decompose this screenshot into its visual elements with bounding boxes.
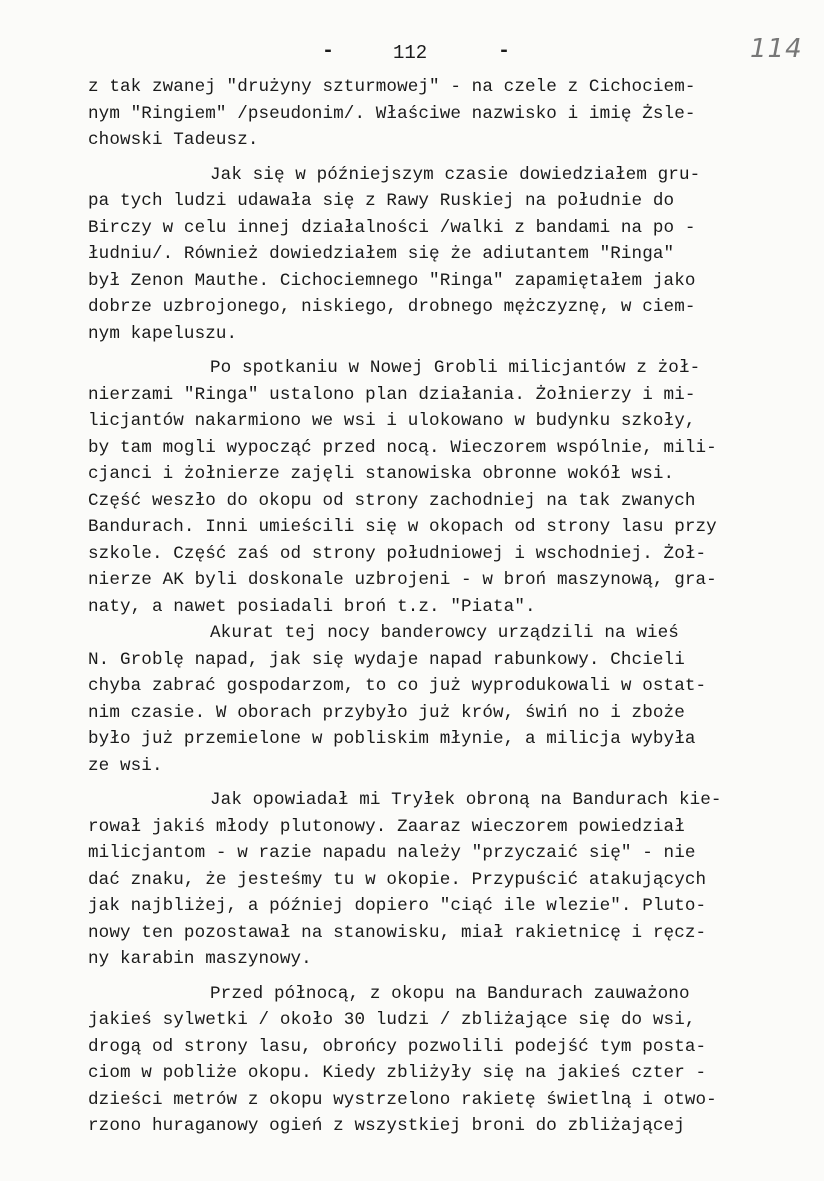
- text-line: nierzami "Ringa" ustalono plan działania. Żołnierzy i mi-: [88, 384, 696, 405]
- text-line: rował jakiś młody plutonowy. Zaaraz wieczorem powiedział: [88, 816, 685, 837]
- text-line: z tak zwanej "drużyny szturmowej" - na czele z Cichociem-: [88, 77, 696, 97]
- page-number-dash-right: -: [498, 40, 511, 63]
- text-line: dzieści metrów z okopu wystrzelono rakietę świetlną i otwo-: [88, 1089, 717, 1110]
- page-number: 112: [393, 42, 428, 64]
- text-line: jak najbliżej, a później dopiero "ciąć ile wlezie". Pluto-: [88, 896, 707, 916]
- text-line: dobrze uzbrojonego, niskiego, drobnego mężczyznę, w ciem-: [88, 297, 696, 317]
- text-line: było już przemielone w pobliskim młynie, a milicja wybyła: [88, 729, 696, 749]
- text-line: Birczy w celu innej działalności /walki z bandami na po -: [88, 217, 696, 238]
- paragraph-start-line: Akurat tej nocy banderowcy urządzili na wieś: [210, 623, 679, 643]
- handwritten-page-number: 114: [750, 34, 803, 64]
- text-line: pa tych ludzi udawała się z Rawy Ruskiej na południe do: [88, 191, 675, 211]
- text-line: nierze AK byli doskonale uzbrojeni - w broń maszynową, gra-: [88, 570, 717, 590]
- text-line: ze wsi.: [88, 755, 163, 776]
- text-line: chowski Tadeusz.: [88, 130, 259, 150]
- text-line: by tam mogli wypocząć przed nocą. Wieczorem wspólnie, mili-: [88, 437, 717, 458]
- text-line: nym "Ringiem" /pseudonim/. Właściwe nazwisko i imię Żsle-: [88, 103, 696, 124]
- text-line: milicjantom - w razie napadu należy "przyczaić się" - nie: [88, 843, 696, 863]
- text-line: łudniu/. Również dowiedziałem się że adiutantem "Ringa": [88, 244, 675, 264]
- text-line: nim czasie. W oborach przybyło już krów, świń no i zboże: [88, 702, 685, 723]
- text-line: nowy ten pozostawał na stanowisku, miał rakietnicę i ręcz-: [88, 922, 707, 943]
- page-header: [0, 40, 824, 66]
- text-line: chyba zabrać gospodarzom, to co już wyprodukowali w ostat-: [88, 676, 707, 696]
- text-line: ciom w pobliże okopu. Kiedy zbliżyły się na jakieś czter -: [88, 1063, 707, 1083]
- text-line: Bandurach. Inni umieścili się w okopach od strony lasu przy: [88, 517, 717, 537]
- text-line: naty, a nawet posiadali broń t.z. "Piata".: [88, 596, 536, 617]
- text-line: jakieś sylwetki / około 30 ludzi / zbliżające się do wsi,: [88, 1010, 696, 1030]
- text-line: ny karabin maszynowy.: [88, 949, 312, 969]
- document-body: [88, 74, 748, 1140]
- text-line: rzono huraganowy ogień z wszystkiej broni do zbliżającej: [88, 1116, 685, 1136]
- paragraph-start-line: Jak się w późniejszym czasie dowiedziałem gru-: [210, 164, 701, 185]
- paragraph-start-line: Przed północą, z okopu na Bandurach zauważono: [210, 983, 690, 1004]
- text-line: był Zenon Mauthe. Cichociemnego "Ringa" zapamiętałem jako: [88, 270, 696, 291]
- paragraph-start-line: Po spotkaniu w Nowej Grobli milicjantów z żoł-: [210, 358, 701, 378]
- text-line: Część weszło do okopu od strony zachodniej na tak zwanych: [88, 490, 696, 511]
- paragraph-start-line: Jak opowiadał mi Tryłek obroną na Bandurach kie-: [210, 790, 722, 810]
- text-line: cjanci i żołnierze zajęli stanowiska obronne wokół wsi.: [88, 464, 675, 484]
- text-line: drogą od strony lasu, obrońcy pozwolili podejść tym posta-: [88, 1036, 707, 1057]
- text-line: nym kapeluszu.: [88, 323, 238, 344]
- text-line: dać znaku, że jesteśmy tu w okopie. Przypuścić atakujących: [88, 869, 707, 890]
- page-number-dash-left: -: [322, 40, 335, 63]
- text-line: N. Groblę napad, jak się wydaje napad rabunkowy. Chcieli: [88, 649, 685, 670]
- text-line: szkole. Część zaś od strony południowej i wschodniej. Żoł-: [88, 543, 707, 564]
- text-line: licjantów nakarmiono we wsi i ulokowano w budynku szkoły,: [88, 411, 696, 431]
